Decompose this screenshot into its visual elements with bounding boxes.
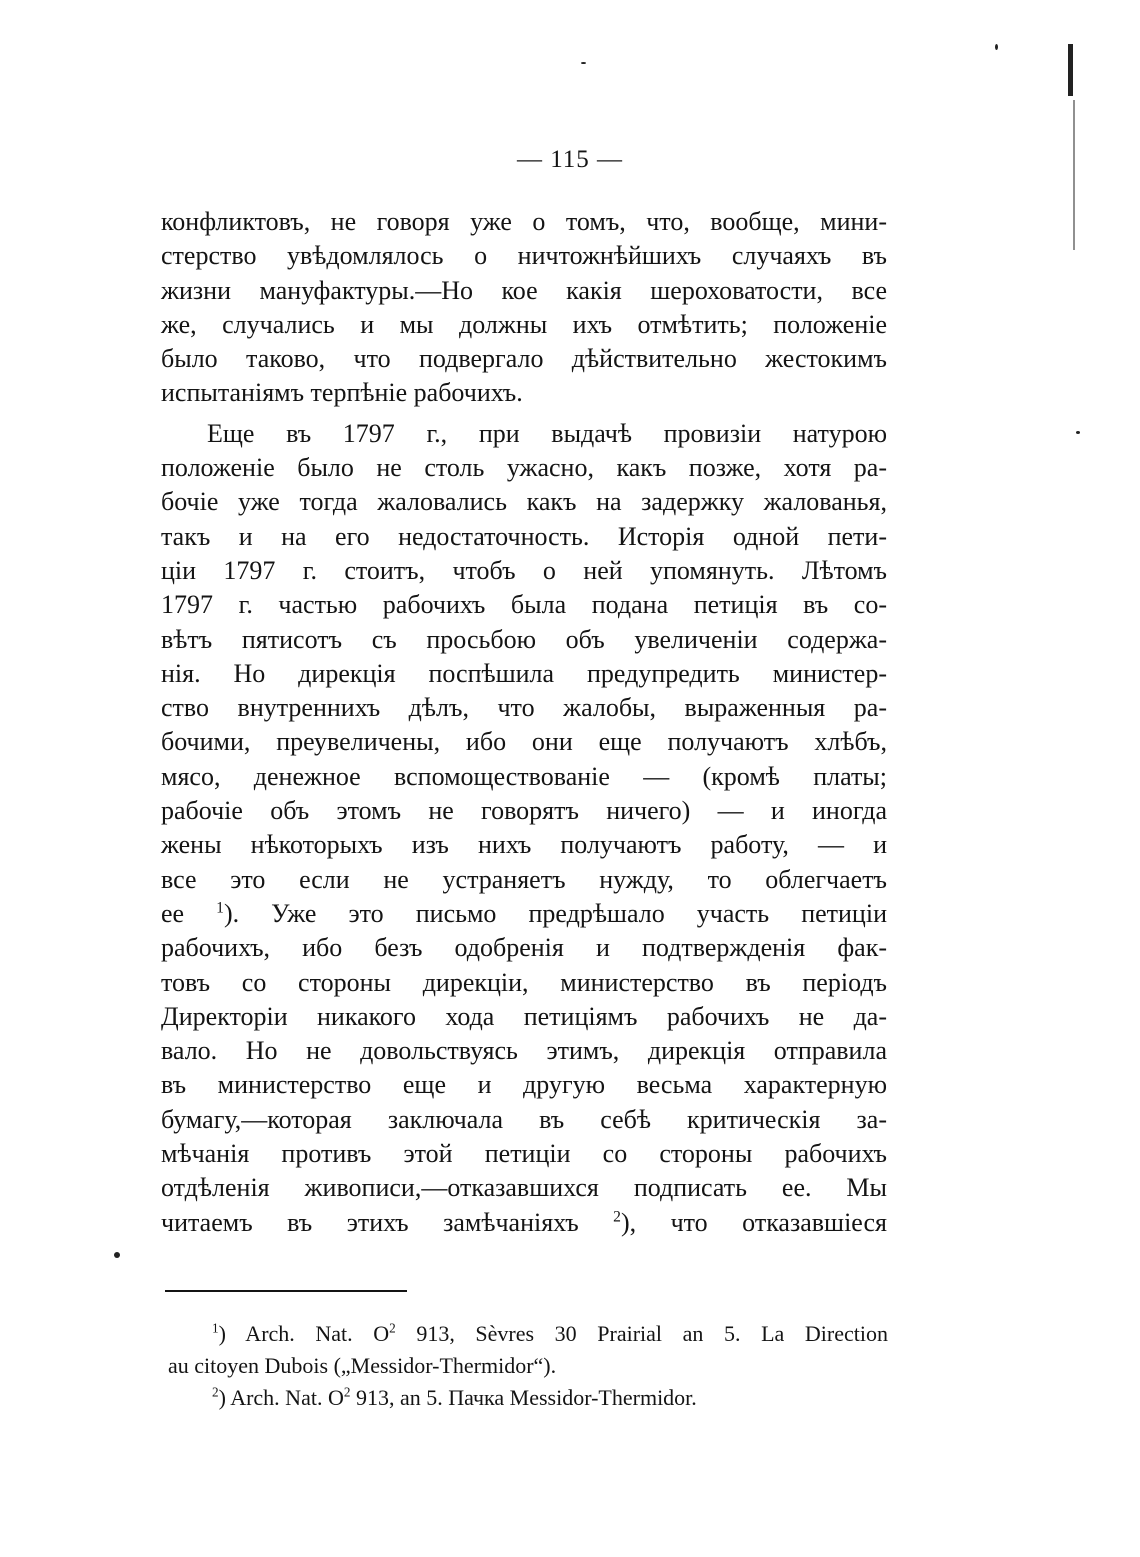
- text-span: 913, an 5. Пачка Messidor-Thermidor.: [350, 1385, 697, 1410]
- text-line: 1797 г. частью рабочихъ была подана петиція въ со-: [161, 590, 887, 620]
- footnote-1-cont: au citoyen Dubois („Messidor-Thermidor“).: [168, 1353, 557, 1378]
- text-line: конфликтовъ, не говоря уже о томъ, что, вообще, мини-: [161, 207, 887, 236]
- text-line: было таково, что подвергало дѣйствительно жестокимъ: [161, 344, 887, 374]
- scan-speck: [995, 44, 998, 50]
- text-line: стерство увѣдомлялось о ничтожнѣйшихъ случаяхъ въ: [161, 241, 887, 271]
- text-line: мѣчанія противъ этой петиціи со стороны рабочихъ: [161, 1139, 887, 1169]
- scan-speck: [114, 1252, 120, 1258]
- text-line: бочіе уже тогда жаловались какъ на задержку жалованья,: [161, 487, 887, 517]
- text-span: ее: [161, 898, 217, 928]
- text-line: рабочихъ, ибо безъ одобренія и подтвержденія фак-: [161, 933, 887, 963]
- text-line: ціи 1797 г. стоитъ, чтобъ о ней упомянуть. Лѣтомъ: [161, 555, 887, 585]
- text-span: 913, Sèvres 30 Prairial an 5. La Direction: [395, 1321, 888, 1346]
- text-line: ство внутреннихъ дѣлъ, что жалобы, выраженныя ра-: [161, 693, 887, 723]
- footnote-mark: 1: [212, 1320, 219, 1336]
- text-line: бочими, преувеличены, ибо они еще получаютъ хлѣбъ,: [161, 727, 887, 757]
- text-line-with-footnote-ref: [161, 897, 887, 931]
- text-line: такъ и на его недостаточность. Исторія одной пети-: [161, 521, 887, 551]
- text-line: Еще въ 1797 г., при выдачѣ провизіи натурою: [207, 418, 887, 448]
- text-line: вѣтъ пятисотъ съ просьбою объ увеличеніи содержа-: [161, 624, 887, 654]
- text-line: товъ со стороны дирекціи, министерство въ періодъ: [161, 967, 887, 997]
- text-line: же, случались и мы должны ихъ отмѣтить; положеніе: [161, 309, 887, 339]
- footnote-ref-2: 2: [613, 1207, 621, 1225]
- text-line: мясо, денежное вспомоществованіе — (кромѣ платы;: [161, 761, 887, 791]
- text-line: въ министерство еще и другую весьма характерную: [161, 1070, 887, 1100]
- paragraph-2: [161, 417, 887, 1240]
- text-line: нія. Но дирекція поспѣшила предупредить министер-: [161, 658, 887, 688]
- text-line: отдѣленія живописи,—отказавшихся подписать ее. Мы: [161, 1173, 887, 1203]
- text-span: ), что отказавшіеся: [620, 1207, 887, 1237]
- footnote-divider: [165, 1290, 407, 1292]
- text-line: рабочіе объ этомъ не говорятъ ничего) — и иногда: [161, 796, 887, 826]
- footnotes: [168, 1318, 888, 1414]
- text-span: ) Arch. Nat. O: [218, 1385, 344, 1410]
- paragraph-1: [161, 205, 887, 411]
- text-line-with-footnote-ref: [161, 1206, 887, 1240]
- text-span: читаемъ въ этихъ замѣчаніяхъ: [161, 1207, 614, 1237]
- page-number: — 115 —: [516, 146, 624, 173]
- superscript: 2: [389, 1320, 396, 1336]
- text-line: Директоріи никакого хода петиціямъ рабочихъ не да-: [161, 1001, 887, 1031]
- text-line: вало. Но не довольствуясь этимъ, дирекція отправила: [161, 1036, 887, 1066]
- text-span: ) Arch. Nat. O: [218, 1321, 390, 1346]
- text-span: ). Уже это письмо предрѣшало участь петиціи: [223, 898, 887, 928]
- text-line: жизни мануфактуры.—Но кое какія шероховатости, все: [161, 275, 887, 305]
- footnote-mark: 2: [212, 1384, 219, 1400]
- scan-edge-mark: [1073, 100, 1075, 250]
- scan-speck: [1076, 431, 1080, 434]
- footnote-1: [168, 1318, 888, 1350]
- body-text: [161, 205, 887, 1240]
- superscript: 2: [343, 1384, 351, 1400]
- scan-edge-mark: [1068, 44, 1073, 96]
- scan-speck: [581, 62, 586, 64]
- text-line: все это если не устраняетъ нужду, то облегчаетъ: [161, 864, 887, 894]
- footnote-2: [168, 1382, 888, 1414]
- text-line: бумагу,—которая заключала въ себѣ критическія за-: [161, 1104, 887, 1134]
- text-line: положеніе было не столь ужасно, какъ позже, хотя ра-: [161, 453, 887, 483]
- text-line: жены нѣкоторыхъ изъ нихъ получаютъ работу, — и: [161, 830, 887, 860]
- footnote-ref-1: 1: [216, 899, 224, 917]
- text-line: испытаніямъ терпѣніе рабочихъ.: [161, 378, 523, 408]
